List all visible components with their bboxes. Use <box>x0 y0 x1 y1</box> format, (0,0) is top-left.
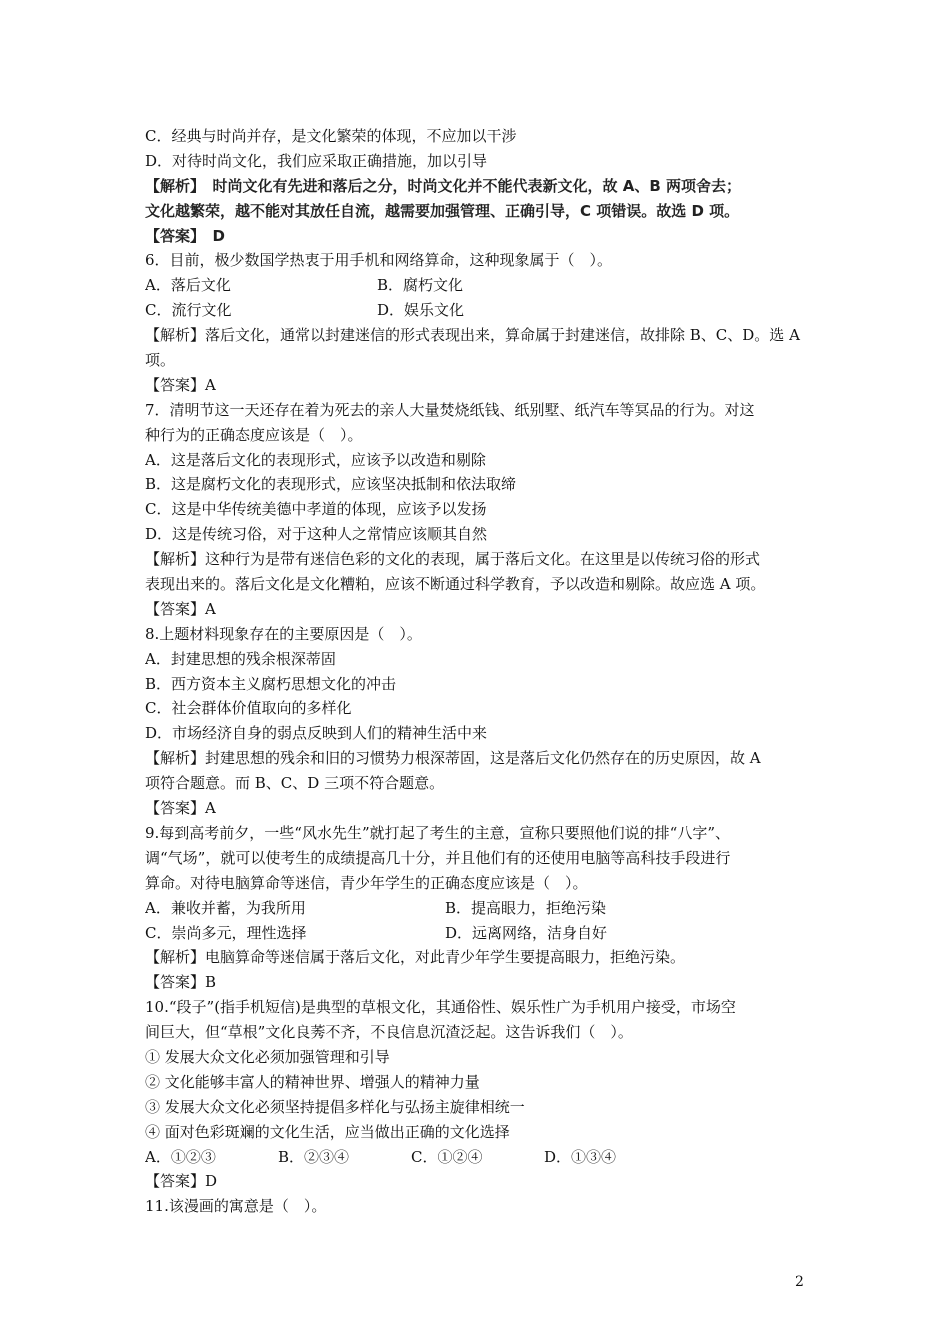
q10-option-c: C．①②④ <box>411 1147 483 1166</box>
q9-options-row-1 <box>145 896 820 921</box>
q7-explanation-line-1: 【解析】这种行为是带有迷信色彩的文化的表现，属于落后文化。在这里是以传统习俗的形式 <box>145 550 761 569</box>
q6-explanation-line-2: 项。 <box>145 351 176 370</box>
q10-option-b: B．②③④ <box>278 1147 350 1166</box>
q10-item-3: ③ 发展大众文化必须坚持提倡多样化与弘扬主旋律相统一 <box>145 1097 525 1116</box>
q9-explanation: 【解析】电脑算命等迷信属于落后文化，对此青少年学生要提高眼力，拒绝污染。 <box>145 948 686 967</box>
q5-explanation-line-2: 文化越繁荣，越不能对其放任自流，越需要加强管理、正确引导，C 项错误。故选 D 项。 <box>145 201 740 220</box>
q8-explanation-line-2: 项符合题意。而 B、C、D 三项不符合题意。 <box>145 774 445 793</box>
q9-option-b: B．提高眼力，拒绝污染 <box>445 898 607 917</box>
q6-options-row-2 <box>145 298 820 323</box>
q6-explanation-line-1: 【解析】落后文化，通常以封建迷信的形式表现出来，算命属于封建迷信，故排除 B、C、D。选 A <box>145 326 800 345</box>
q8-option-a: A．封建思想的残余根深蒂固 <box>145 649 336 668</box>
q6-option-d: D．娱乐文化 <box>377 301 465 320</box>
q6-answer: 【答案】A <box>145 375 216 394</box>
q5-option-c: C．经典与时尚并存，是文化繁荣的体现，不应加以干涉 <box>145 127 517 145</box>
q10-stem-line-2: 间巨大，但“草根”文化良莠不齐，不良信息沉渣泛起。这告诉我们（ ）。 <box>145 1023 633 1042</box>
q9-stem-line-2: 调“气场”，就可以使考生的成绩提高几十分，并且他们有的还使用电脑等高科技手段进行 <box>145 848 731 867</box>
q5-answer: 【答案】 D <box>145 226 225 245</box>
q10-option-a: A．①②③ <box>145 1147 216 1166</box>
q7-option-d: D．这是传统习俗，对于这种人之常情应该顺其自然 <box>145 525 488 544</box>
q5-option-d: D．对待时尚文化，我们应采取正确措施，加以引导 <box>145 151 488 170</box>
q10-options-row <box>145 1145 820 1170</box>
page-number: 2 <box>795 1274 804 1290</box>
q10-item-4: ④ 面对色彩斑斓的文化生活，应当做出正确的文化选择 <box>145 1122 510 1141</box>
q8-answer: 【答案】A <box>145 799 216 818</box>
q9-option-c: C．崇尚多元，理性选择 <box>145 923 307 942</box>
q6-options-row-1 <box>145 273 820 298</box>
q7-stem-line-2: 种行为的正确态度应该是（ ）。 <box>145 425 363 444</box>
q6-option-c: C．流行文化 <box>145 301 232 320</box>
q9-option-a: A．兼收并蓄，为我所用 <box>145 898 306 917</box>
q6-stem: 6．目前，极少数国学热衷于用手机和网络算命，这种现象属于（ ）。 <box>145 251 613 270</box>
q10-answer: 【答案】D <box>145 1172 218 1191</box>
q11-stem: 11.该漫画的寓意是（ ）。 <box>145 1197 327 1216</box>
q10-option-d: D．①③④ <box>544 1147 617 1166</box>
q7-option-b: B．这是腐朽文化的表现形式，应该坚决抵制和依法取缔 <box>145 475 517 494</box>
q7-option-a: A．这是落后文化的表现形式，应该予以改造和剔除 <box>145 450 486 469</box>
q9-options-row-2 <box>145 921 820 946</box>
page-content <box>145 124 820 1219</box>
q6-option-b: B．腐朽文化 <box>377 276 464 295</box>
q10-item-1: ① 发展大众文化必须加强管理和引导 <box>145 1047 390 1066</box>
q9-option-d: D．远离网络，洁身自好 <box>445 923 608 942</box>
q7-answer: 【答案】A <box>145 599 216 618</box>
q9-answer: 【答案】B <box>145 973 217 992</box>
q7-stem-line-1: 7．清明节这一天还存在着为死去的亲人大量焚烧纸钱、纸别墅、纸汽车等冥品的行为。对这 <box>145 400 755 419</box>
q6-option-a: A．落后文化 <box>145 276 231 295</box>
q10-stem-line-1: 10.“段子”(指手机短信)是典型的草根文化，其通俗性、娱乐性广为手机用户接受，市场空 <box>145 998 736 1017</box>
q8-explanation-line-1: 【解析】封建思想的残余和旧的习惯势力根深蒂固，这是落后文化仍然存在的历史原因，故 A <box>145 749 761 768</box>
q8-stem: 8.上题材料现象存在的主要原因是（ ）。 <box>145 624 422 643</box>
q7-option-c: C．这是中华传统美德中孝道的体现，应该予以发扬 <box>145 500 487 519</box>
q8-option-b: B．西方资本主义腐朽思想文化的冲击 <box>145 674 397 693</box>
q8-option-c: C．社会群体价值取向的多样化 <box>145 699 352 718</box>
q8-option-d: D．市场经济自身的弱点反映到人们的精神生活中来 <box>145 724 488 743</box>
q10-item-2: ② 文化能够丰富人的精神世界、增强人的精神力量 <box>145 1072 480 1091</box>
q7-explanation-line-2: 表现出来的。落后文化是文化糟粕，应该不断通过科学教育，予以改造和剔除。故应选 A 项。 <box>145 575 766 594</box>
q5-explanation-line-1: 【解析】 时尚文化有先进和落后之分，时尚文化并不能代表新文化，故 A、B 两项舍去； <box>145 176 741 195</box>
q9-stem-line-3: 算命。对待电脑算命等迷信，青少年学生的正确态度应该是（ ）。 <box>145 873 588 892</box>
q9-stem-line-1: 9.每到高考前夕，一些“风水先生”就打起了考生的主意，宣称只要照他们说的排“八字”、 <box>145 823 730 842</box>
